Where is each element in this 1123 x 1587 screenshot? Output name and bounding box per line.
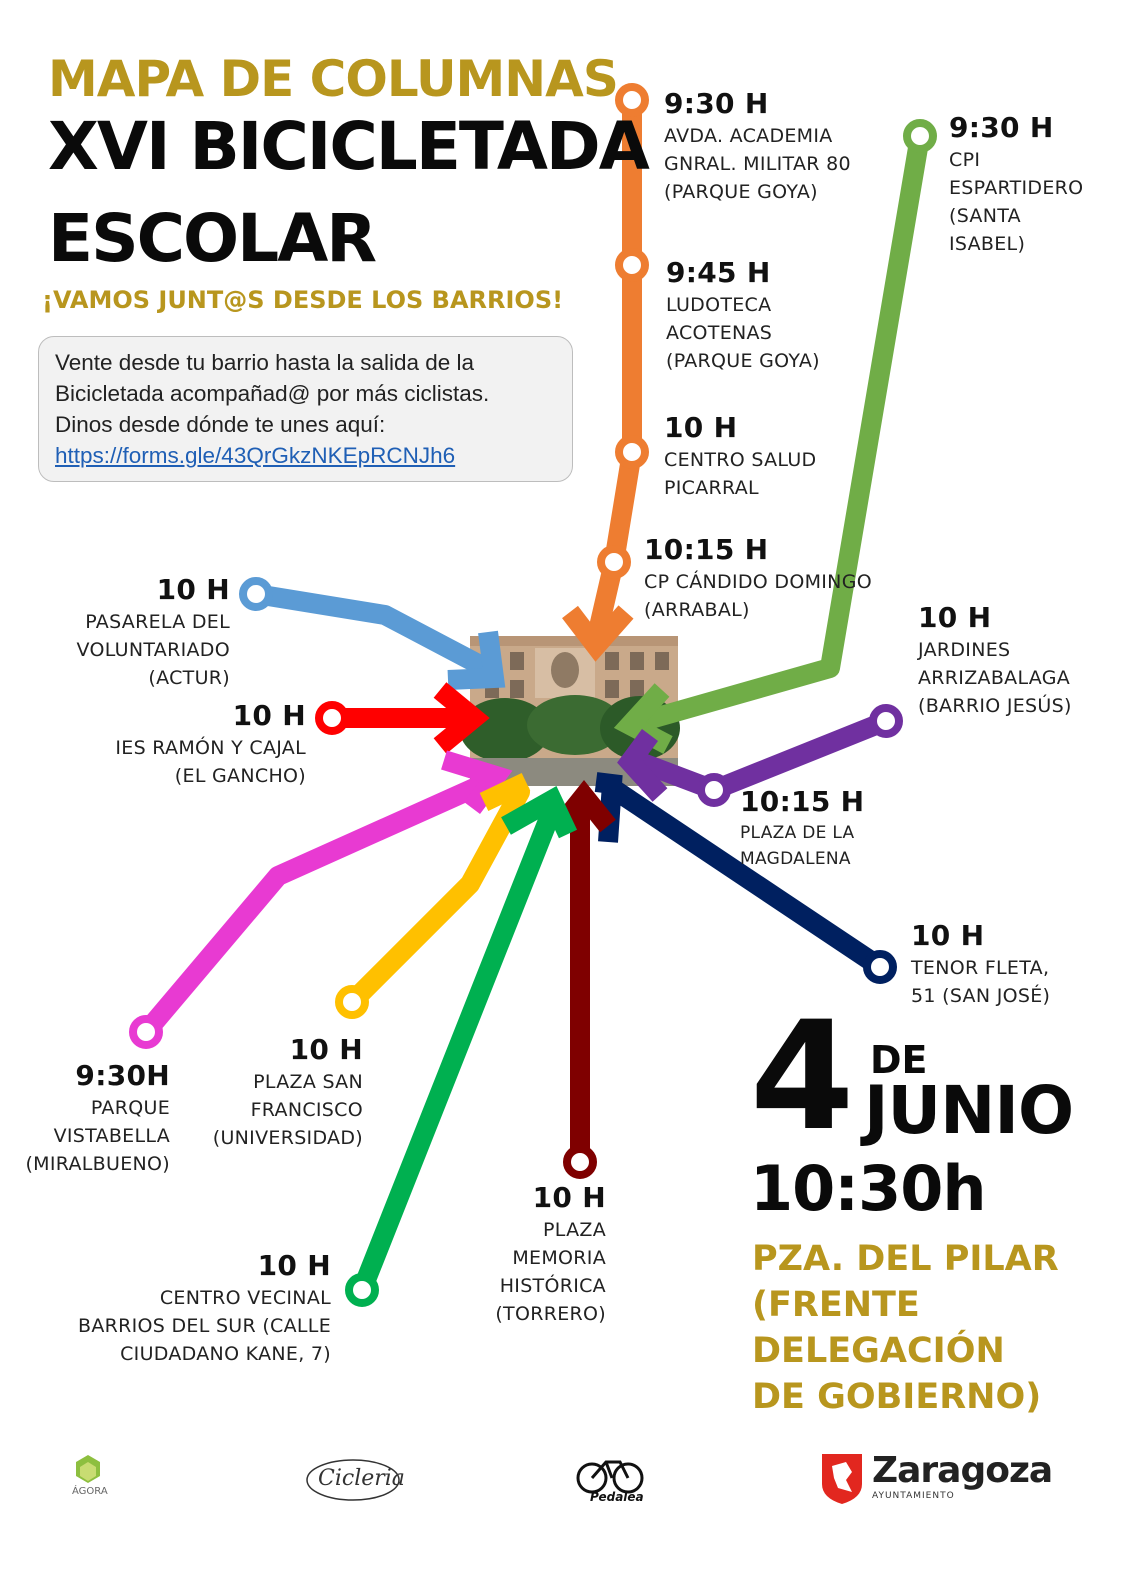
- stop-line: PASARELA DEL: [85, 611, 230, 633]
- stop-time: 10 H: [918, 601, 992, 634]
- stop-line: (UNIVERSIDAD): [212, 1127, 363, 1149]
- agora-logo-mark: [76, 1455, 100, 1483]
- stop-orange-2: [666, 255, 820, 375]
- stop-time: 10 H: [289, 1033, 363, 1066]
- stop-line: 51 (SAN JOSÉ): [911, 985, 1051, 1007]
- stop-line: (EL GANCHO): [174, 765, 306, 787]
- stop-time: 10:15 H: [740, 785, 865, 818]
- stop-line: VOLUNTARIADO: [76, 639, 230, 661]
- stop-line: PLAZA DE LA: [740, 823, 855, 843]
- event-place-line-2: (FRENTE DELEGACIÓN: [752, 1285, 1005, 1371]
- pedalea-logo-mark: [578, 1462, 642, 1492]
- stop-line: CENTRO SALUD: [664, 449, 817, 471]
- stop-green: [78, 1248, 331, 1368]
- stop-orange-3: [664, 410, 816, 502]
- stop-line: (MIRALBUENO): [25, 1153, 170, 1175]
- stop-line: ESPARTIDERO: [949, 177, 1084, 199]
- stop-line: CIUDADANO KANE, 7): [120, 1343, 331, 1365]
- info-box: [38, 336, 573, 482]
- stop-time: 10:15 H: [644, 533, 769, 566]
- event-place-line-1: PZA. DEL PILAR: [752, 1239, 1059, 1279]
- stop-line: JARDINES: [918, 639, 1011, 661]
- stop-line: HISTÓRICA: [499, 1275, 606, 1297]
- zaragoza-logo: [872, 1450, 1052, 1501]
- stop-line: PLAZA SAN: [253, 1071, 363, 1093]
- stop-blue-light: [77, 572, 231, 692]
- stop-line: PLAZA: [543, 1219, 606, 1241]
- stop-line: IES RAMÓN Y CAJAL: [115, 737, 306, 759]
- stop-line: ACOTENAS: [666, 322, 773, 344]
- stop-line: ARRIZABALAGA: [918, 667, 1071, 689]
- stop-line: (TORRERO): [495, 1303, 606, 1325]
- stop-line: PICARRAL: [664, 477, 759, 499]
- stop-line: CENTRO VECINAL: [159, 1287, 331, 1309]
- event-time: 10:30h: [750, 1152, 986, 1225]
- stop-purple-2: [740, 784, 864, 872]
- stop-time: 10 H: [664, 411, 738, 444]
- stop-maroon: [495, 1180, 606, 1328]
- stop-line: AVDA. ACADEMIA: [664, 125, 833, 147]
- event-day: 4: [750, 990, 855, 1164]
- cicleria-logo: Cicleria: [318, 1466, 405, 1491]
- stop-time: 9:30 H: [664, 87, 769, 120]
- stop-line: CPI: [949, 149, 981, 171]
- stop-orange-1: [664, 86, 851, 206]
- stop-time: 9:30H: [75, 1059, 170, 1092]
- signup-form-link[interactable]: https://forms.gle/43QrGkzNKEpRCNJh6: [55, 443, 456, 468]
- stop-line: (PARQUE GOYA): [664, 181, 818, 203]
- event-place: [752, 1236, 1123, 1420]
- agora-logo: ÁGORA: [72, 1486, 108, 1497]
- stop-red: [115, 698, 306, 790]
- stop-purple-1: [918, 600, 1072, 720]
- stop-line: TENOR FLETA,: [911, 957, 1050, 979]
- stop-time: 10 H: [532, 1181, 606, 1214]
- stop-line: ISABEL): [949, 233, 1026, 255]
- stop-magenta: [25, 1058, 170, 1178]
- stop-time: 9:30 H: [949, 111, 1054, 144]
- zaragoza-shield-icon: [822, 1454, 862, 1504]
- stop-yellow: [213, 1032, 363, 1152]
- info-line-2: Bicicletada acompañad@ por más ciclistas.: [55, 381, 490, 406]
- zaragoza-logo-text: Zaragoza: [872, 1450, 1053, 1491]
- pedalea-logo: Pedalea: [590, 1490, 644, 1504]
- stop-line: (PARQUE GOYA): [666, 350, 820, 372]
- stop-navy: [911, 918, 1050, 1010]
- stop-time: 10 H: [232, 699, 306, 732]
- stop-line: FRANCISCO: [250, 1099, 363, 1121]
- stop-line: VISTABELLA: [53, 1125, 170, 1147]
- title-event-name-2: ESCOLAR: [48, 200, 376, 277]
- stop-time: 10 H: [257, 1249, 331, 1282]
- stop-line: MEMORIA: [512, 1247, 606, 1269]
- stop-time: 9:45 H: [666, 256, 771, 289]
- title-map-of-columns: MAPA DE COLUMNAS: [48, 50, 618, 108]
- event-de: DE: [870, 1038, 928, 1082]
- slogan: ¡VAMOS JUNT@S DESDE LOS BARRIOS!: [42, 286, 564, 314]
- stop-green-light: [949, 110, 1083, 258]
- info-line-1: Vente desde tu barrio hasta la salida de la: [55, 350, 475, 375]
- event-month: JUNIO: [864, 1072, 1074, 1149]
- stop-time: 10 H: [911, 919, 985, 952]
- stop-orange-4: [644, 532, 872, 624]
- stop-line: BARRIOS DEL SUR (CALLE: [77, 1315, 331, 1337]
- stop-line: (SANTA: [949, 205, 1021, 227]
- title-event-name: XVI BICICLETADA: [48, 108, 648, 185]
- stop-line: MAGDALENA: [740, 849, 851, 869]
- event-place-line-3: DE GOBIERNO): [752, 1377, 1042, 1417]
- stop-line: (ARRABAL): [644, 599, 750, 621]
- stop-line: GNRAL. MILITAR 80: [664, 153, 851, 175]
- stop-line: CP CÁNDIDO DOMINGO: [644, 571, 872, 593]
- stop-line: LUDOTECA: [666, 294, 772, 316]
- stop-line: PARQUE: [90, 1097, 170, 1119]
- stop-line: (BARRIO JESÚS): [918, 695, 1072, 717]
- stop-time: 10 H: [156, 573, 230, 606]
- zaragoza-logo-subtext: AYUNTAMIENTO: [872, 1491, 955, 1501]
- info-line-3: Dinos desde dónde te unes aquí:: [55, 412, 386, 437]
- stop-line: (ACTUR): [148, 667, 230, 689]
